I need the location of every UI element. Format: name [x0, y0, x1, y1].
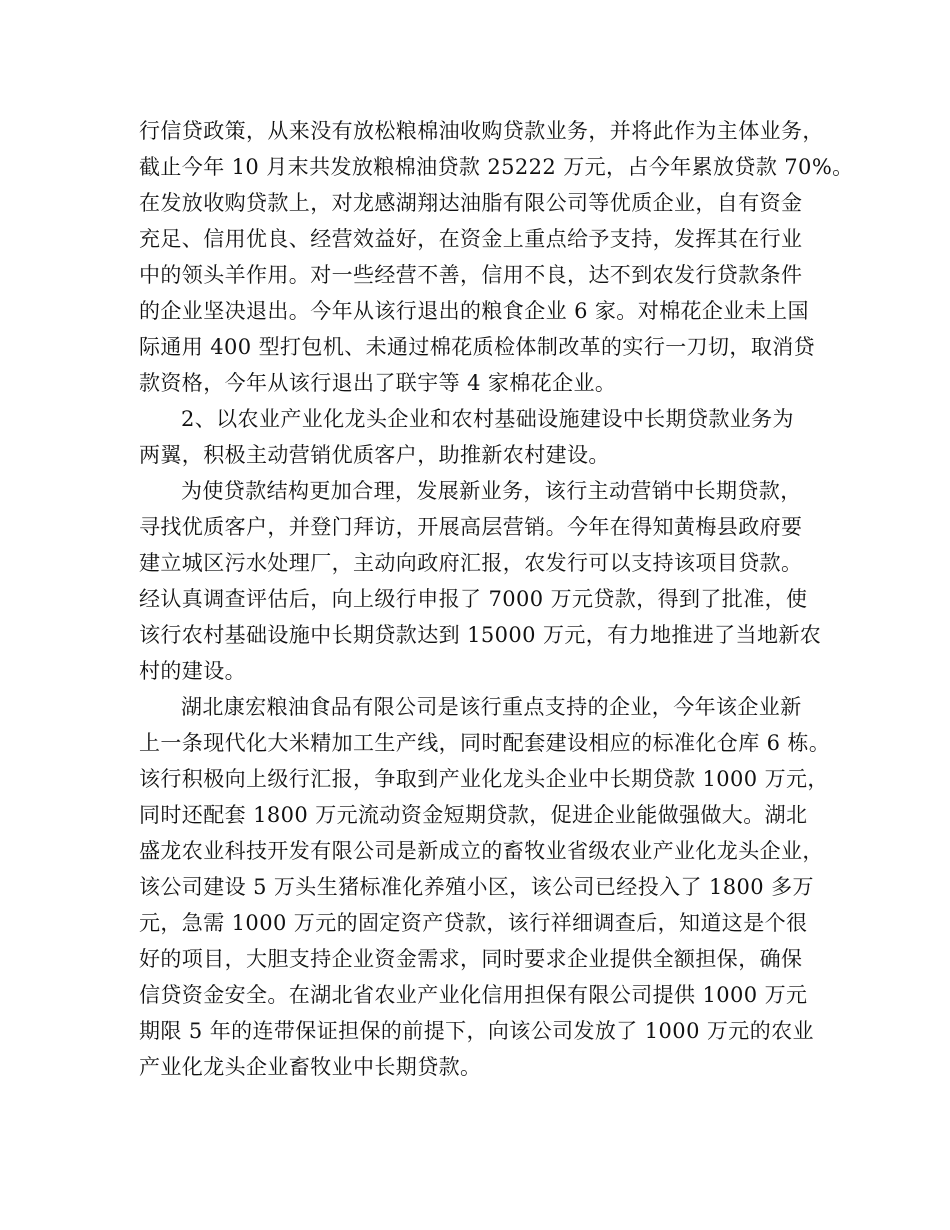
text-line: 好的项目，大胆支持企业资金需求，同时要求企业提供全额担保，确保 — [139, 947, 803, 971]
text-line: 该公司建设 5 万头生猪标准化养殖小区，该公司已经投入了 1800 多万 — [139, 875, 814, 899]
text-line: 款资格，今年从该行退出了联宇等 4 家棉花企业。 — [139, 371, 617, 395]
text-line: 在发放收购贷款上，对龙感湖翔达油脂有限公司等优质企业，自有资金 — [139, 191, 803, 215]
text-line: 湖北康宏粮油食品有限公司是该行重点支持的企业，今年该企业新 — [181, 695, 802, 719]
text-line: 村的建设。 — [139, 659, 246, 683]
text-line: 建立城区污水处理厂，主动向政府汇报，农发行可以支持该项目贷款。 — [139, 551, 803, 575]
text-line: 两翼，积极主动营销优质客户，助推新农村建设。 — [139, 443, 610, 467]
text-line: 元，急需 1000 万元的固定资产贷款，该行祥细调查后，知道这是个很 — [139, 911, 808, 935]
text-line: 为使贷款结构更加合理，发展新业务，该行主动营销中长期贷款， — [181, 479, 802, 503]
text-line: 2、以农业产业化龙头企业和农村基础设施建设中长期贷款业务为 — [181, 407, 794, 431]
text-line: 中的领头羊作用。对一些经营不善，信用不良，达不到农发行贷款条件 — [139, 263, 803, 287]
text-line: 该行农村基础设施中长期贷款达到 15000 万元，有力地推进了当地新农 — [139, 623, 822, 647]
text-line: 产业化龙头企业畜牧业中长期贷款。 — [139, 1055, 482, 1079]
text-line: 寻找优质客户，并登门拜访，开展高层营销。今年在得知黄梅县政府要 — [139, 515, 803, 539]
text-line: 际通用 400 型打包机、未通过棉花质检体制改革的实行一刀切，取消贷 — [139, 335, 816, 359]
text-line: 期限 5 年的连带保证担保的前提下，向该公司发放了 1000 万元的农业 — [139, 1019, 814, 1043]
text-line: 上一条现代化大米精加工生产线，同时配套建设相应的标准化仓库 6 栋。 — [139, 731, 831, 755]
text-line: 行信贷政策，从来没有放松粮棉油收购贷款业务，并将此作为主体业务， — [139, 119, 824, 143]
text-line: 同时还配套 1800 万元流动资金短期贷款，促进企业能做强做大。湖北 — [139, 803, 808, 827]
text-line: 经认真调查评估后，向上级行申报了 7000 万元贷款，得到了批准，使 — [139, 587, 808, 611]
text-line: 盛龙农业科技开发有限公司是新成立的畜牧业省级农业产业化龙头企业， — [139, 839, 824, 863]
text-line: 的企业坚决退出。今年从该行退出的粮食企业 6 家。对棉花企业未上国 — [139, 299, 809, 323]
text-line: 充足、信用优良、经营效益好，在资金上重点给予支持，发挥其在行业 — [139, 227, 803, 251]
text-line: 该行积极向上级行汇报，争取到产业化龙头企业中长期贷款 1000 万元， — [139, 767, 829, 791]
text-line: 截止今年 10 月末共发放粮棉油贷款 25222 万元，占今年累放贷款 70%。 — [139, 155, 854, 179]
text-line: 信贷资金安全。在湖北省农业产业化信用担保有限公司提供 1000 万元 — [139, 983, 808, 1007]
